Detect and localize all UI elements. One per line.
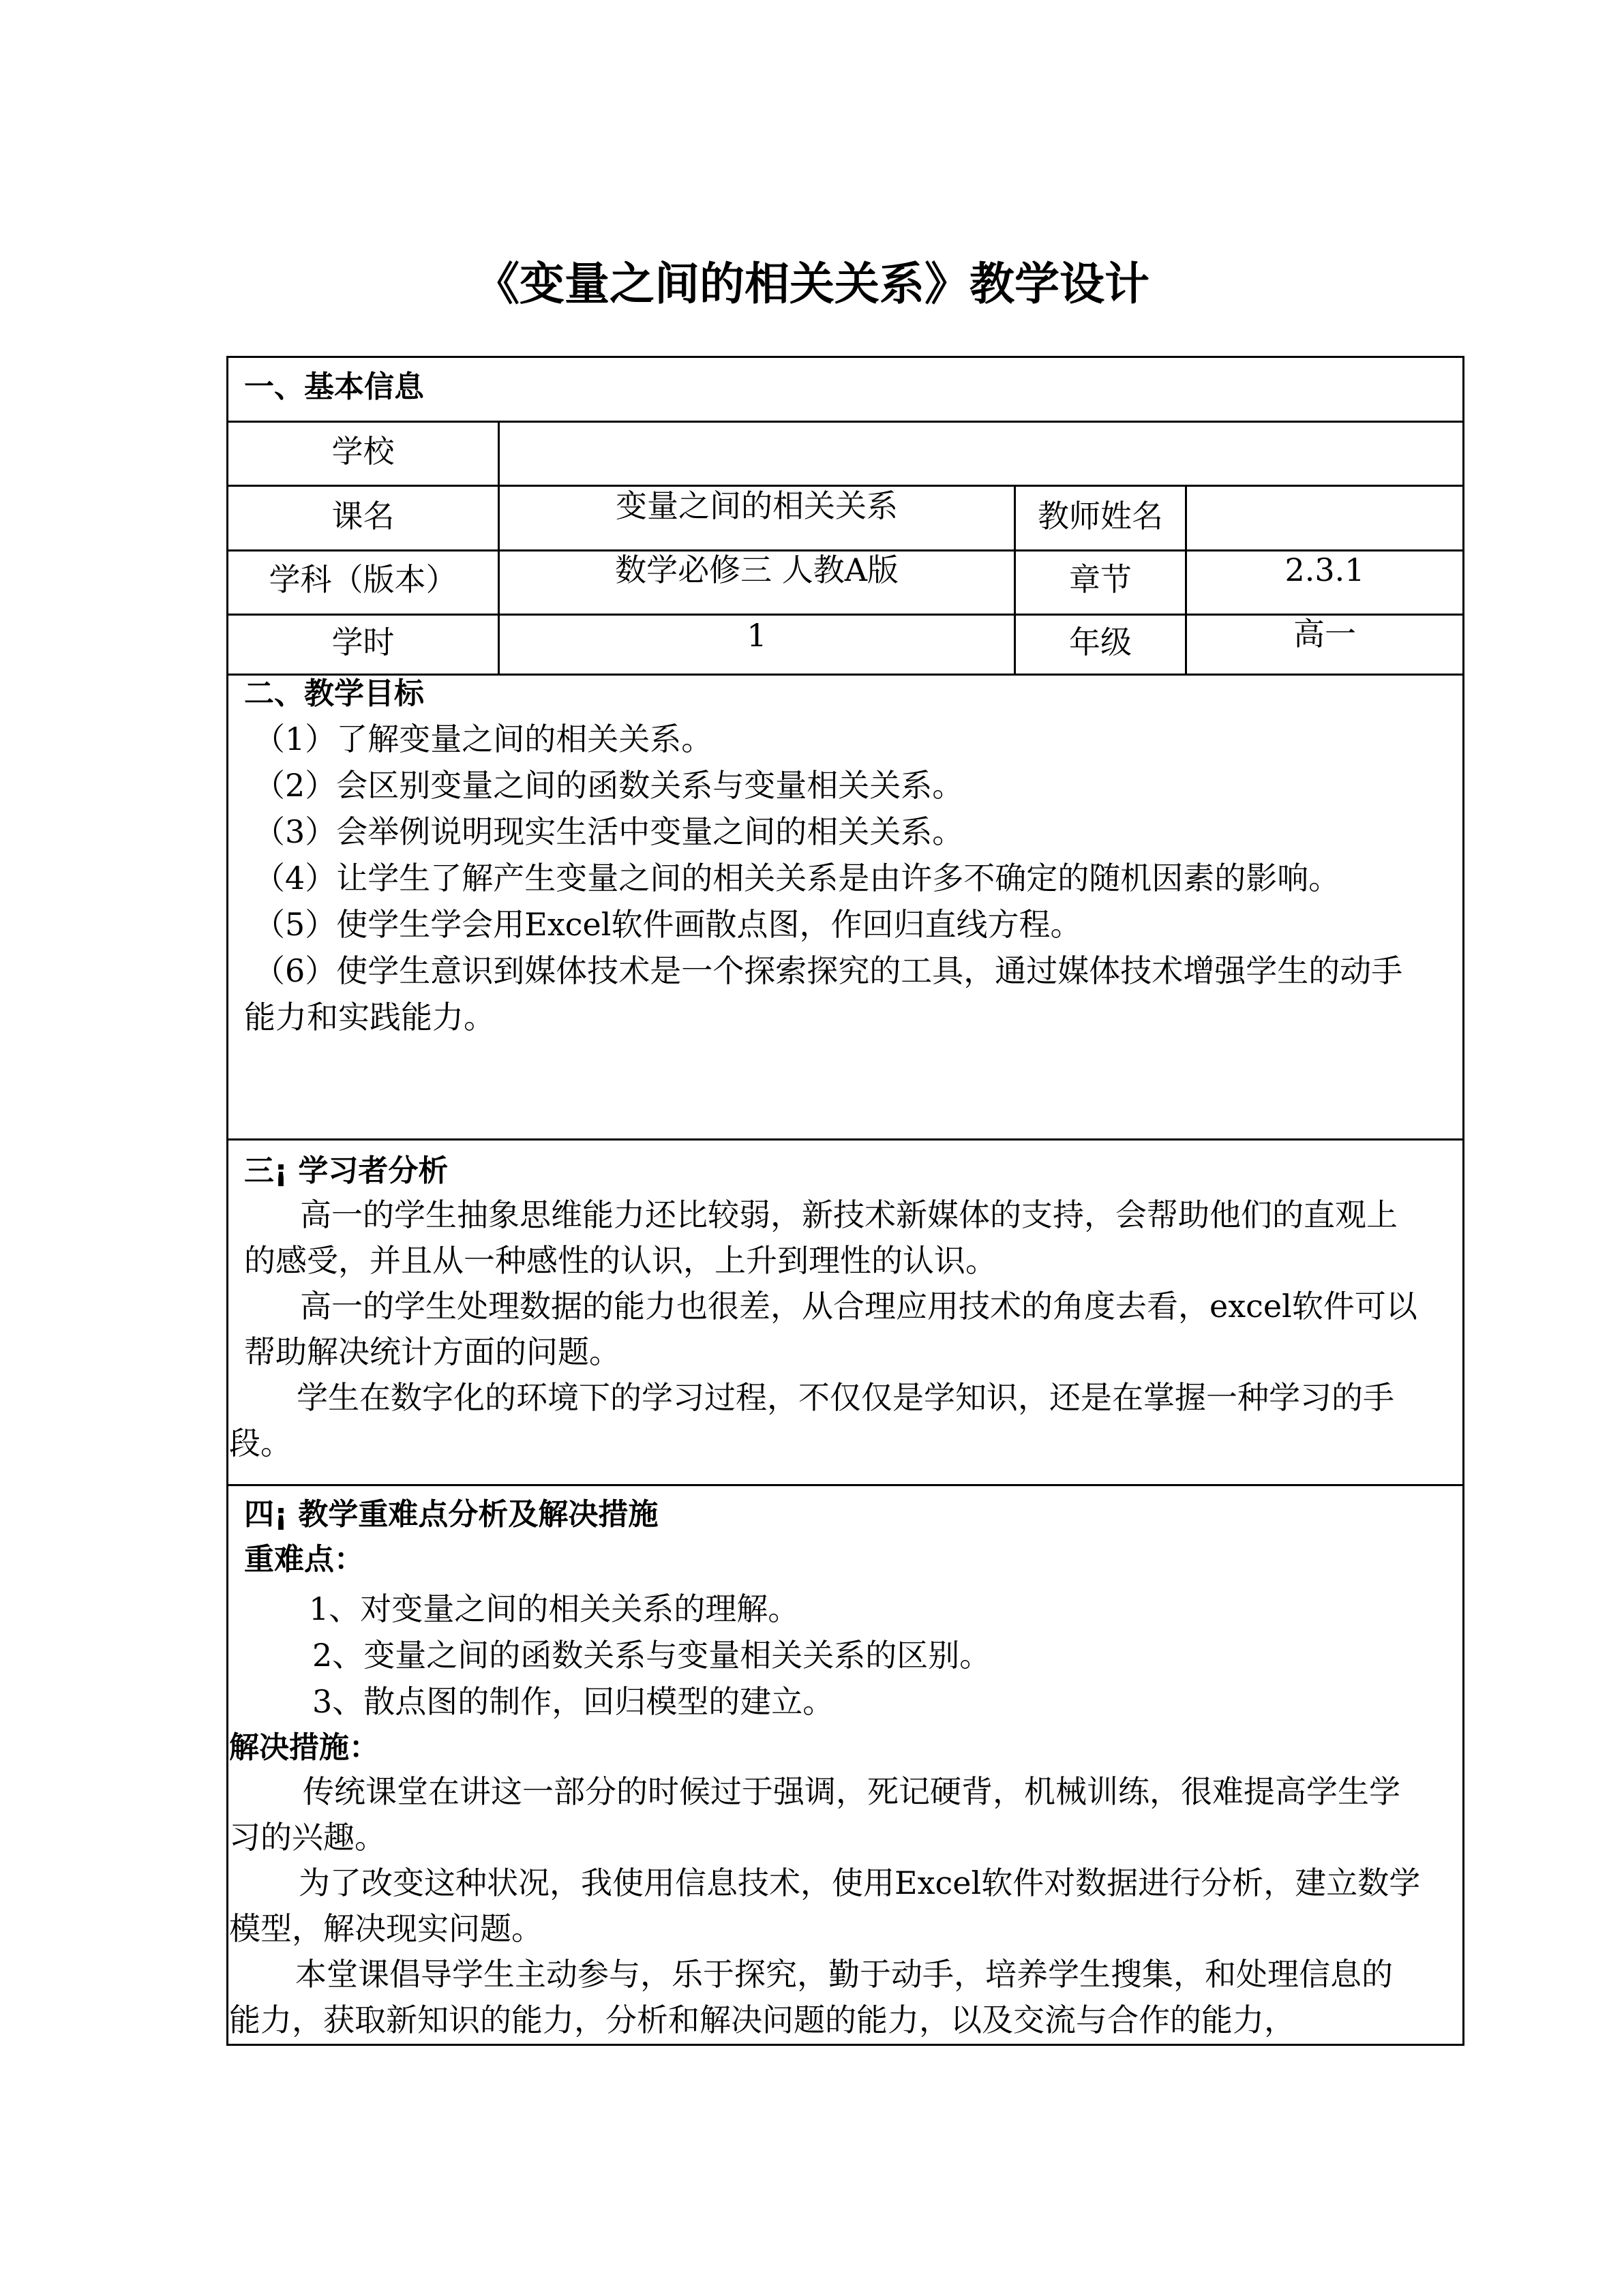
measures-line: 本堂课倡导学生主动参与，乐于探究，勤于动手，培养学生搜集，和处理信息的 <box>295 1956 1393 1993</box>
school-label: 学校 <box>331 433 395 470</box>
learner-line: 的感受，并且从一种感性的认识，上升到理性的认识。 <box>244 1242 997 1279</box>
learner-line: 高一的学生抽象思维能力还比较弱，新技术新媒体的支持，会帮助他们的直观上 <box>300 1196 1398 1233</box>
measures-line: 为了改变这种状况，我使用信息技术，使用Excel软件对数据进行分析，建立数学 <box>299 1864 1421 1901</box>
measures-line: 模型，解决现实问题。 <box>229 1910 543 1947</box>
objective-item: （4）让学生了解产生变量之间的相关关系是由许多不确定的随机因素的影响。 <box>254 860 1340 896</box>
grade-label: 年级 <box>1069 624 1132 661</box>
learner-line: 帮助解决统计方面的问题。 <box>244 1333 620 1370</box>
objective-item: （1）了解变量之间的相关关系。 <box>254 721 713 757</box>
objectives-heading: 二、教学目标 <box>244 676 424 711</box>
subject-value: 数学必修三 人教A版 <box>615 552 899 588</box>
course-label: 课名 <box>331 498 395 534</box>
learner-heading: 三¡ 学习者分析 <box>244 1153 449 1188</box>
chapter-value: 2.3.1 <box>1284 552 1365 588</box>
objective-item: （3）会举例说明现实生活中变量之间的相关关系。 <box>254 813 964 850</box>
key-point-item: 1、对变量之间的相关关系的理解。 <box>309 1590 800 1627</box>
measures-line: 传统课堂在讲这一部分的时候过于强调，死记硬背，机械训练，很难提高学生学 <box>303 1773 1400 1810</box>
page-title: 《变量之间的相关关系》教学设计 <box>475 258 1149 310</box>
key-points-subheading: 重难点： <box>244 1542 364 1577</box>
table-rule <box>226 1484 1464 1486</box>
grade-value: 高一 <box>1293 616 1356 652</box>
hours-value: 1 <box>747 617 767 654</box>
chapter-label: 章节 <box>1069 561 1132 598</box>
subject-label: 学科（版本） <box>269 561 457 598</box>
measures-line: 习的兴趣。 <box>229 1819 386 1856</box>
objective-item: （2）会区别变量之间的函数关系与变量相关关系。 <box>254 767 964 804</box>
measures-heading: 解决措施： <box>229 1730 379 1765</box>
table-rule <box>226 1138 1464 1141</box>
hours-label: 学时 <box>331 624 395 661</box>
course-value: 变量之间的相关关系 <box>616 487 898 524</box>
teacher-label: 教师姓名 <box>1038 498 1163 534</box>
basic-info-heading: 一、基本信息 <box>244 369 424 404</box>
objective-item: （5）使学生学会用Excel软件画散点图，作回归直线方程。 <box>254 906 1082 943</box>
key-points-heading: 四¡ 教学重难点分析及解决措施 <box>244 1497 659 1532</box>
key-point-item: 2、变量之间的函数关系与变量相关关系的区别。 <box>312 1637 991 1674</box>
learner-line: 段。 <box>229 1425 292 1462</box>
table-rule <box>226 421 1464 423</box>
learner-line: 高一的学生处理数据的能力也很差，从合理应用技术的角度去看，excel软件可以 <box>300 1288 1417 1325</box>
objective-item: 能力和实践能力。 <box>244 999 495 1036</box>
learner-line: 学生在数字化的环境下的学习过程，不仅仅是学知识，还是在掌握一种学习的手 <box>297 1379 1394 1416</box>
key-point-item: 3、散点图的制作，回归模型的建立。 <box>312 1683 834 1720</box>
measures-line: 能力，获取新知识的能力，分析和解决问题的能力，以及交流与合作的能力， <box>229 2002 1295 2038</box>
objective-item: （6）使学生意识到媒体技术是一个探索探究的工具，通过媒体技术增强学生的动手 <box>254 952 1403 989</box>
